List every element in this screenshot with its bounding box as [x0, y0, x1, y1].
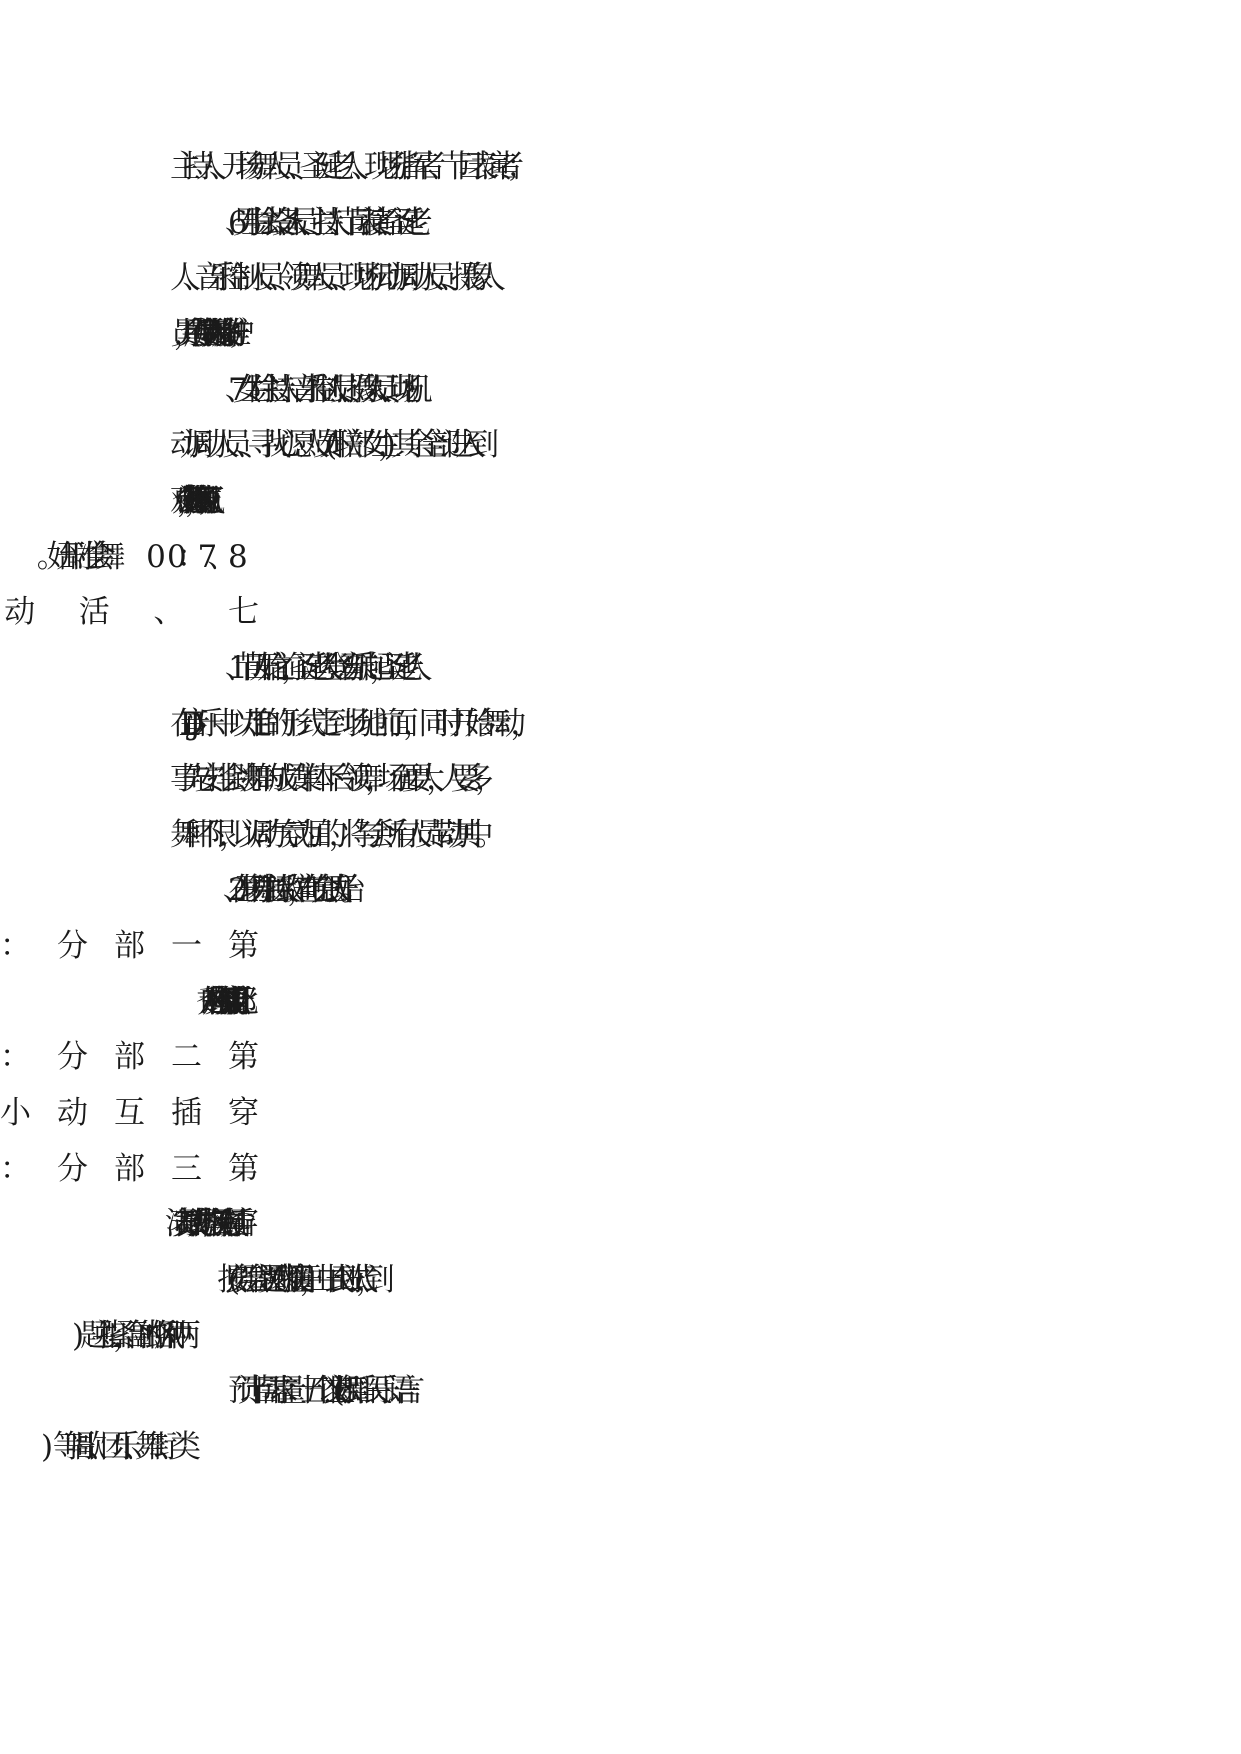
- text-line: 2、在开场舞中主持人致辞，宣布晚会正式开始。: [228, 872, 346, 908]
- text-line: 动调动人员、寻找心愿人员(外联部女生)，其余全部进入到: [170, 427, 482, 463]
- text-line: 人、音乐控制人员、领舞人员、现场机动调动人员、摄像人: [170, 260, 488, 296]
- text-line: (按照舞会主题“灵感碰撞”展开，由中式到欧式，到: [228, 1262, 372, 1298]
- text-line: [228, 1084, 1241, 1142]
- text-line: 事先安排会跳舞的成员集体下台领舞，场面要大，人要多，: [170, 761, 488, 797]
- text-line: [228, 973, 1241, 1031]
- text-line: [170, 1307, 1241, 1365]
- text-line: 主持人、开场舞人员、圣诞老人、现场指挥者、节目表演者；: [170, 149, 519, 185]
- text-line: [170, 1418, 1241, 1476]
- text-line: 预计节目需求量：十五个以上(交际舞蹈、民乐、语言: [228, 1373, 403, 1409]
- text-line: 员，其余所有主要负责现场秩序的维护；: [170, 316, 231, 352]
- text-line: [228, 1028, 1241, 1086]
- text-line: [228, 1195, 1241, 1253]
- text-line: [228, 917, 1241, 975]
- text-line: 1、节目开始之前，圣诞老人登场音乐响起，圣诞老人: [228, 650, 410, 686]
- text-line: [228, 1140, 1241, 1198]
- text-line: 在 DJ 音乐中以走 T 台的形式走到场地前面，同时开始舞动，: [170, 706, 526, 742]
- text-line: 7、女生除主持人、音乐控制人员、摄像人员、现场机: [228, 372, 410, 408]
- text-line: [228, 528, 1241, 586]
- text-line: 观众中去，进行领舞，调动现场气氛；: [170, 483, 198, 519]
- text-line: [228, 583, 1241, 641]
- text-line: 舞种不限，以调动气氛为目的，将与会所有人员带动其中。: [170, 817, 488, 853]
- text-line: 6、男生除去设备人员、主持人、节目表演者、圣诞老: [228, 205, 410, 241]
